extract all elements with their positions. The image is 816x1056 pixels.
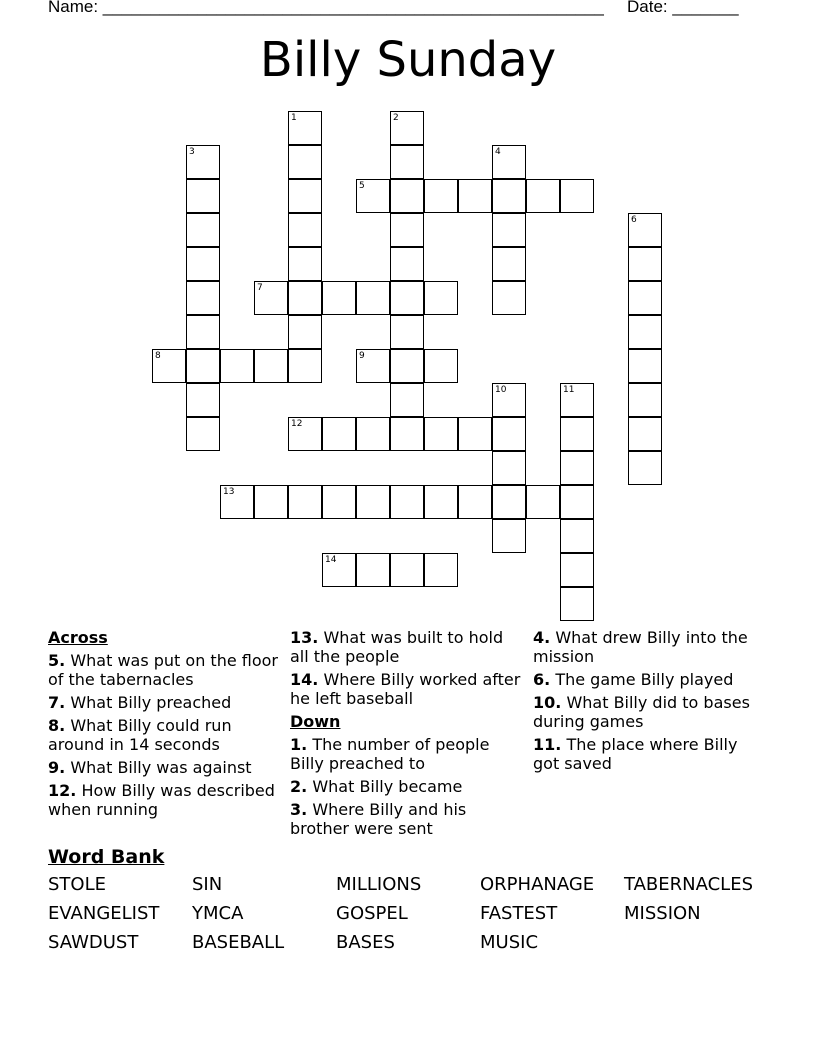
crossword-cell[interactable] (254, 281, 288, 315)
clue-number: 13. (290, 628, 319, 647)
crossword-cell[interactable] (322, 553, 356, 587)
across-clue (290, 670, 522, 708)
crossword-cell[interactable] (390, 247, 424, 281)
across-clue (48, 781, 280, 819)
clue-number-label: 1 (291, 113, 297, 123)
clue-number-label: 14 (325, 555, 337, 565)
crossword-cell[interactable] (628, 451, 662, 485)
crossword-cell[interactable] (288, 213, 322, 247)
crossword-cell[interactable] (356, 485, 390, 519)
crossword-cell[interactable] (628, 383, 662, 417)
clue-number-label: 5 (359, 181, 365, 191)
crossword-cell[interactable] (560, 587, 594, 621)
down-clue (533, 693, 765, 731)
clue-number: 4. (533, 628, 551, 647)
down-clue (290, 777, 522, 796)
clue-text: The place where Billy got saved (533, 735, 738, 773)
crossword-cell[interactable] (356, 553, 390, 587)
clue-text: What Billy became (312, 777, 463, 796)
word-bank-item: SAWDUST (48, 932, 139, 953)
clue-number: 6. (533, 670, 551, 689)
crossword-cell[interactable] (390, 383, 424, 417)
crossword-cell[interactable] (220, 485, 254, 519)
crossword-cell[interactable] (186, 145, 220, 179)
crossword-cell[interactable] (560, 451, 594, 485)
crossword-cell[interactable] (288, 111, 322, 145)
across-clue (290, 628, 522, 666)
crossword-cell[interactable] (322, 417, 356, 451)
crossword-cell[interactable] (458, 485, 492, 519)
crossword-cell[interactable] (186, 315, 220, 349)
crossword-cell[interactable] (628, 247, 662, 281)
crossword-cell[interactable] (628, 349, 662, 383)
crossword-cell[interactable] (492, 213, 526, 247)
clue-text: What Billy was against (70, 758, 252, 777)
word-bank-item: MUSIC (480, 932, 539, 953)
clue-number-label: 2 (393, 113, 399, 123)
crossword-cell[interactable] (492, 417, 526, 451)
crossword-cell[interactable] (390, 111, 424, 145)
down-clue (290, 735, 522, 773)
crossword-cell[interactable] (492, 485, 526, 519)
crossword-cell[interactable] (390, 213, 424, 247)
clue-number: 7. (48, 693, 66, 712)
clue-text: Where Billy and his brother were sent (290, 800, 467, 838)
word-bank-item: STOLE (48, 874, 106, 895)
crossword-cell[interactable] (628, 281, 662, 315)
clue-text: The game Billy played (555, 670, 734, 689)
down-clue (290, 800, 522, 838)
crossword-cell[interactable] (186, 383, 220, 417)
crossword-cell[interactable] (288, 349, 322, 383)
crossword-cell[interactable] (424, 179, 458, 213)
crossword-cell[interactable] (628, 315, 662, 349)
clue-number: 8. (48, 716, 66, 735)
crossword-cell[interactable] (560, 417, 594, 451)
clue-number-label: 11 (563, 385, 575, 395)
crossword-cell[interactable] (186, 213, 220, 247)
crossword-cell[interactable] (288, 145, 322, 179)
across-clue (48, 693, 280, 712)
clue-column-2 (290, 628, 522, 842)
crossword-cell[interactable] (390, 417, 424, 451)
crossword-cell[interactable] (526, 179, 560, 213)
crossword-cell[interactable] (492, 281, 526, 315)
word-bank-item: TABERNACLES (624, 874, 753, 895)
clue-text: What was built to hold all the people (290, 628, 504, 666)
crossword-cell[interactable] (390, 179, 424, 213)
down-clue (533, 628, 765, 666)
crossword-cell[interactable] (560, 179, 594, 213)
word-bank-item: MILLIONS (336, 874, 422, 895)
down-heading: Down (290, 712, 341, 731)
crossword-cell[interactable] (424, 349, 458, 383)
down-clue (533, 670, 765, 689)
clue-number: 14. (290, 670, 319, 689)
crossword-cell[interactable] (390, 553, 424, 587)
clue-column-1 (48, 628, 280, 823)
across-clue (48, 758, 280, 777)
clue-number: 1. (290, 735, 308, 754)
crossword-cell[interactable] (424, 281, 458, 315)
crossword-cell[interactable] (356, 281, 390, 315)
across-heading: Across (48, 628, 108, 647)
across-clue (48, 651, 280, 689)
page-title: Billy Sunday (259, 32, 557, 88)
crossword-cell[interactable] (560, 485, 594, 519)
crossword-cell[interactable] (492, 451, 526, 485)
clue-text: How Billy was described when running (48, 781, 275, 819)
crossword-cell[interactable] (220, 349, 254, 383)
crossword-cell[interactable] (526, 485, 560, 519)
clue-number: 11. (533, 735, 562, 754)
crossword-cell[interactable] (492, 519, 526, 553)
crossword-cell[interactable] (492, 383, 526, 417)
crossword-cell[interactable] (390, 145, 424, 179)
crossword-cell[interactable] (390, 485, 424, 519)
word-bank-title: Word Bank (48, 846, 165, 868)
crossword-cell[interactable] (492, 247, 526, 281)
clue-number-label: 12 (291, 419, 303, 429)
crossword-cell[interactable] (492, 145, 526, 179)
clue-number-label: 8 (155, 351, 161, 361)
crossword-cell[interactable] (288, 417, 322, 451)
crossword-cell[interactable] (458, 417, 492, 451)
crossword-cell[interactable] (186, 281, 220, 315)
crossword-cell[interactable] (424, 485, 458, 519)
crossword-cell[interactable] (254, 485, 288, 519)
crossword-cell[interactable] (186, 349, 220, 383)
crossword-cell[interactable] (390, 349, 424, 383)
word-bank-item: YMCA (192, 903, 244, 924)
word-bank (48, 874, 768, 953)
clue-number-label: 7 (257, 283, 263, 293)
clue-number-label: 13 (223, 487, 235, 497)
clue-number-label: 6 (631, 215, 637, 225)
word-bank-item: BASEBALL (192, 932, 285, 953)
clue-number: 2. (290, 777, 308, 796)
clue-column-3 (533, 628, 765, 777)
crossword-cell[interactable] (186, 417, 220, 451)
clue-text: Where Billy worked after he left baseball (290, 670, 521, 708)
clue-text: What drew Billy into the mission (533, 628, 748, 666)
clue-number-label: 10 (495, 385, 507, 395)
crossword-cell[interactable] (390, 315, 424, 349)
crossword-cell[interactable] (254, 349, 288, 383)
crossword-cell[interactable] (560, 553, 594, 587)
word-bank-item: FASTEST (480, 903, 558, 924)
crossword-cell[interactable] (322, 485, 356, 519)
crossword-cell[interactable] (424, 553, 458, 587)
name-field-label: Name: _____________________________________________________ (48, 0, 604, 16)
word-bank-item: EVANGELIST (48, 903, 160, 924)
crossword-cell[interactable] (390, 281, 424, 315)
clue-number: 10. (533, 693, 562, 712)
clue-number-label: 9 (359, 351, 365, 361)
crossword-cell[interactable] (458, 179, 492, 213)
crossword-cell[interactable] (186, 247, 220, 281)
down-clue (533, 735, 765, 773)
crossword-cell[interactable] (186, 179, 220, 213)
crossword-cell[interactable] (424, 417, 458, 451)
crossword-cell[interactable] (288, 315, 322, 349)
clue-text: The number of people Billy preached to (290, 735, 490, 773)
word-bank-item: GOSPEL (336, 903, 408, 924)
crossword-cell[interactable] (288, 179, 322, 213)
clue-text: What Billy preached (70, 693, 232, 712)
across-clue (48, 716, 280, 754)
word-bank-item: MISSION (624, 903, 701, 924)
crossword-cell[interactable] (628, 417, 662, 451)
clue-number: 12. (48, 781, 77, 800)
clue-number: 3. (290, 800, 308, 819)
date-field-label: Date: _______ (627, 0, 739, 16)
crossword-cell[interactable] (322, 281, 356, 315)
word-bank-item: SIN (192, 874, 223, 895)
crossword-cell[interactable] (152, 349, 186, 383)
crossword-cell[interactable] (560, 519, 594, 553)
clue-number-label: 4 (495, 147, 501, 157)
clue-number-label: 3 (189, 147, 195, 157)
clue-number: 9. (48, 758, 66, 777)
word-bank-item: BASES (336, 932, 395, 953)
clue-text: What was put on the floor of the tabernacles (48, 651, 278, 689)
crossword-cell[interactable] (356, 179, 390, 213)
clue-text: What Billy did to bases during games (533, 693, 750, 731)
crossword-cell[interactable] (628, 213, 662, 247)
crossword-cell[interactable] (356, 349, 390, 383)
clue-number: 5. (48, 651, 66, 670)
crossword-cell[interactable] (356, 417, 390, 451)
clue-text: What Billy could run around in 14 seconds (48, 716, 232, 754)
crossword-cell[interactable] (288, 485, 322, 519)
crossword-cell[interactable] (560, 383, 594, 417)
crossword-cell[interactable] (288, 247, 322, 281)
crossword-cell[interactable] (492, 179, 526, 213)
crossword-cell[interactable] (288, 281, 322, 315)
word-bank-item: ORPHANAGE (480, 874, 595, 895)
